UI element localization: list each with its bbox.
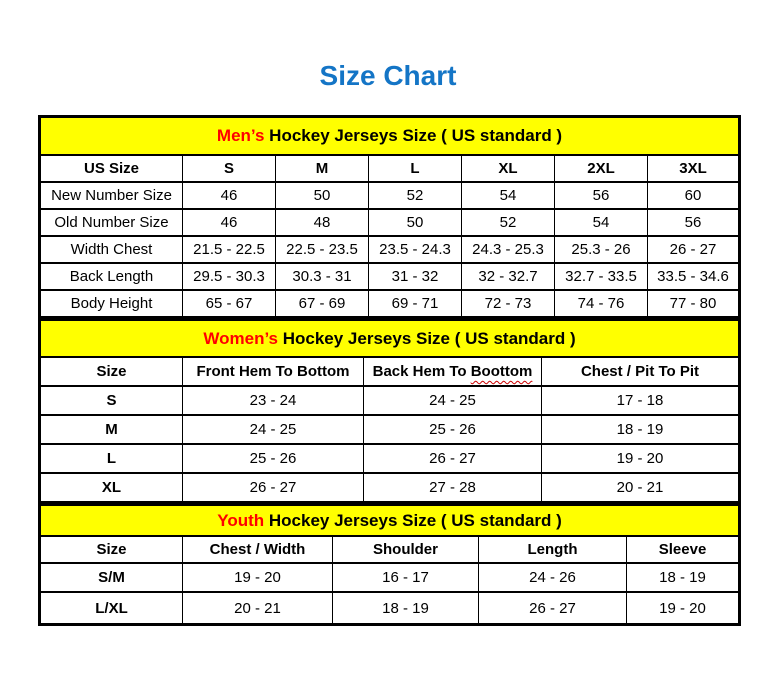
column-header: 2XL xyxy=(555,155,648,182)
row-label: Back Length xyxy=(40,263,183,290)
table-row xyxy=(40,386,740,415)
column-header: Chest / Width xyxy=(183,536,333,563)
value-cell: 33.5 - 34.6 xyxy=(648,263,740,290)
value-cell: 19 - 20 xyxy=(627,592,740,625)
value-cell: 26 - 27 xyxy=(479,592,627,625)
value-cell: 52 xyxy=(369,182,462,209)
youth-section-title: Hockey Jerseys Size ( US standard ) xyxy=(264,510,562,530)
column-header: Front Hem To Bottom xyxy=(183,357,364,386)
value-cell: 25.3 - 26 xyxy=(555,236,648,263)
value-cell: 52 xyxy=(462,209,555,236)
row-label: Body Height xyxy=(40,290,183,318)
value-cell: 26 - 27 xyxy=(183,473,364,503)
row-label: Old Number Size xyxy=(40,209,183,236)
youth-section-header xyxy=(40,505,740,536)
column-header: Size xyxy=(40,536,183,563)
value-cell: 20 - 21 xyxy=(542,473,740,503)
value-cell: 32 - 32.7 xyxy=(462,263,555,290)
mens-section-header xyxy=(40,117,740,156)
value-cell: 54 xyxy=(462,182,555,209)
value-cell: 60 xyxy=(648,182,740,209)
row-label: L xyxy=(40,444,183,473)
row-label: M xyxy=(40,415,183,444)
value-cell: 17 - 18 xyxy=(542,386,740,415)
mens-section-title: Hockey Jerseys Size ( US standard ) xyxy=(264,126,563,145)
value-cell: 25 - 26 xyxy=(183,444,364,473)
table-row xyxy=(40,117,740,156)
value-cell: 22.5 - 23.5 xyxy=(276,236,369,263)
value-cell: 74 - 76 xyxy=(555,290,648,318)
value-cell: 56 xyxy=(555,182,648,209)
value-cell: 26 - 27 xyxy=(648,236,740,263)
column-header: Shoulder xyxy=(333,536,479,563)
value-cell: 31 - 32 xyxy=(369,263,462,290)
value-cell: 16 - 17 xyxy=(333,563,479,592)
column-header xyxy=(364,357,542,386)
value-cell: 24 - 26 xyxy=(479,563,627,592)
table-row xyxy=(40,263,740,290)
value-cell: 50 xyxy=(276,182,369,209)
value-cell: 24.3 - 25.3 xyxy=(462,236,555,263)
table-row xyxy=(40,563,740,592)
value-cell: 18 - 19 xyxy=(333,592,479,625)
column-header: S xyxy=(183,155,276,182)
row-label: XL xyxy=(40,473,183,503)
table-row xyxy=(40,155,740,182)
value-cell: 56 xyxy=(648,209,740,236)
value-cell: 18 - 19 xyxy=(542,415,740,444)
value-cell: 23.5 - 24.3 xyxy=(369,236,462,263)
column-header-text: Back Hem To xyxy=(372,363,471,380)
table-row xyxy=(40,236,740,263)
column-header: 3XL xyxy=(648,155,740,182)
size-chart xyxy=(38,115,738,626)
value-cell: 23 - 24 xyxy=(183,386,364,415)
table-row xyxy=(40,209,740,236)
womens-section-highlight: Women’s xyxy=(203,328,278,348)
value-cell: 19 - 20 xyxy=(183,563,333,592)
value-cell: 46 xyxy=(183,182,276,209)
mens-section-highlight: Men’s xyxy=(216,126,265,145)
column-header: US Size xyxy=(40,155,183,182)
value-cell: 69 - 71 xyxy=(369,290,462,318)
youth-section-highlight: Youth xyxy=(217,510,265,530)
table-row xyxy=(40,320,740,357)
column-header: L xyxy=(369,155,462,182)
value-cell: 32.7 - 33.5 xyxy=(555,263,648,290)
table-row xyxy=(40,182,740,209)
column-header: Size xyxy=(40,357,183,386)
column-header: M xyxy=(276,155,369,182)
table-row xyxy=(40,415,740,444)
value-cell: 27 - 28 xyxy=(364,473,542,503)
row-label: S/M xyxy=(40,563,183,592)
value-cell: 21.5 - 22.5 xyxy=(183,236,276,263)
table-row xyxy=(40,357,740,386)
value-cell: 67 - 69 xyxy=(276,290,369,318)
womens-table xyxy=(38,319,741,504)
value-cell: 54 xyxy=(555,209,648,236)
youth-table xyxy=(38,504,741,626)
column-header: XL xyxy=(462,155,555,182)
value-cell: 20 - 21 xyxy=(183,592,333,625)
mens-table xyxy=(38,115,741,319)
value-cell: 30.3 - 31 xyxy=(276,263,369,290)
row-label: New Number Size xyxy=(40,182,183,209)
value-cell: 65 - 67 xyxy=(183,290,276,318)
table-row xyxy=(40,592,740,625)
row-label: Width Chest xyxy=(40,236,183,263)
value-cell: 72 - 73 xyxy=(462,290,555,318)
value-cell: 24 - 25 xyxy=(364,386,542,415)
table-row xyxy=(40,505,740,536)
column-header: Chest / Pit To Pit xyxy=(542,357,740,386)
table-row xyxy=(40,444,740,473)
row-label: S xyxy=(40,386,183,415)
value-cell: 26 - 27 xyxy=(364,444,542,473)
womens-section-header xyxy=(40,320,740,357)
value-cell: 77 - 80 xyxy=(648,290,740,318)
value-cell: 24 - 25 xyxy=(183,415,364,444)
row-label: L/XL xyxy=(40,592,183,625)
value-cell: 25 - 26 xyxy=(364,415,542,444)
value-cell: 48 xyxy=(276,209,369,236)
column-header: Length xyxy=(479,536,627,563)
womens-section-title: Hockey Jerseys Size ( US standard ) xyxy=(278,328,576,348)
page-title: Size Chart xyxy=(319,60,457,91)
value-cell: 50 xyxy=(369,209,462,236)
misspelled-word: Boottom xyxy=(470,363,533,380)
column-header: Sleeve xyxy=(627,536,740,563)
table-row xyxy=(40,536,740,563)
table-row xyxy=(40,290,740,318)
value-cell: 19 - 20 xyxy=(542,444,740,473)
value-cell: 46 xyxy=(183,209,276,236)
value-cell: 18 - 19 xyxy=(627,563,740,592)
table-row xyxy=(40,473,740,503)
value-cell: 29.5 - 30.3 xyxy=(183,263,276,290)
